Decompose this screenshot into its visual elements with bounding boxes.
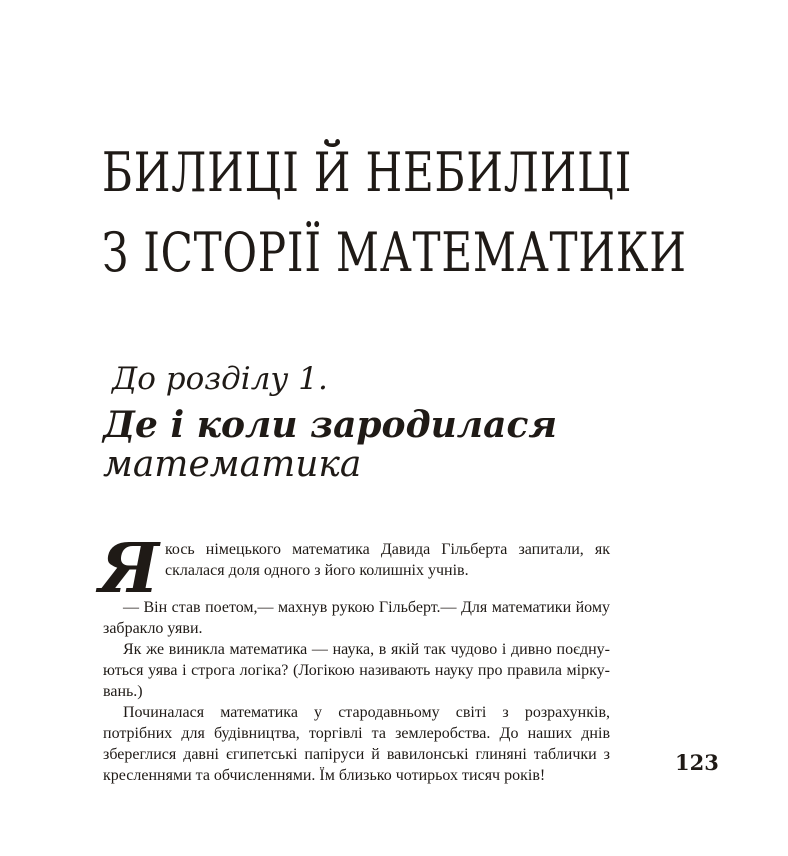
chapter-title-line-2: З ІСТОРІЇ МАТЕМАТИКИ — [102, 221, 687, 284]
body-text — [99, 529, 610, 786]
paragraph-4: Починалася математика у стародавньому світі з розрахунків, потрібних для будівництва, торгівлі та землеробства. До наших днів збереглися давні єгипетські папіруси й вавилонські глиняні таблички з кресленнями та обчисленнями. Їм близько чотирьох тисяч років! — [103, 704, 610, 784]
paragraph-2: — Він став поетом,— махнув рукою Гільберт.— Для математики йому забракло уяви. — [103, 599, 610, 637]
section-label: До розділу 1. — [112, 361, 328, 397]
chapter-title-line-1: БИЛИЦІ Й НЕБИЛИЦІ — [102, 141, 633, 204]
paragraph-3: Як же виникла математика — наука, в якій так чудово і дивно поєднуються уява і строга логіка? (Логікою називають науку про правила міркувань.) — [103, 641, 610, 700]
paragraph-1 — [99, 529, 610, 609]
page-number: 123 — [675, 750, 719, 775]
drop-cap: Я — [99, 529, 159, 609]
section-title-line-1: Де і коли зародилася — [103, 404, 558, 446]
paragraph-1-text: кось німецького математика Давида Гільберта запитали, як склалася доля одного з його колишніх учнів. — [164, 541, 610, 579]
section-title-line-2: математика — [103, 444, 362, 485]
